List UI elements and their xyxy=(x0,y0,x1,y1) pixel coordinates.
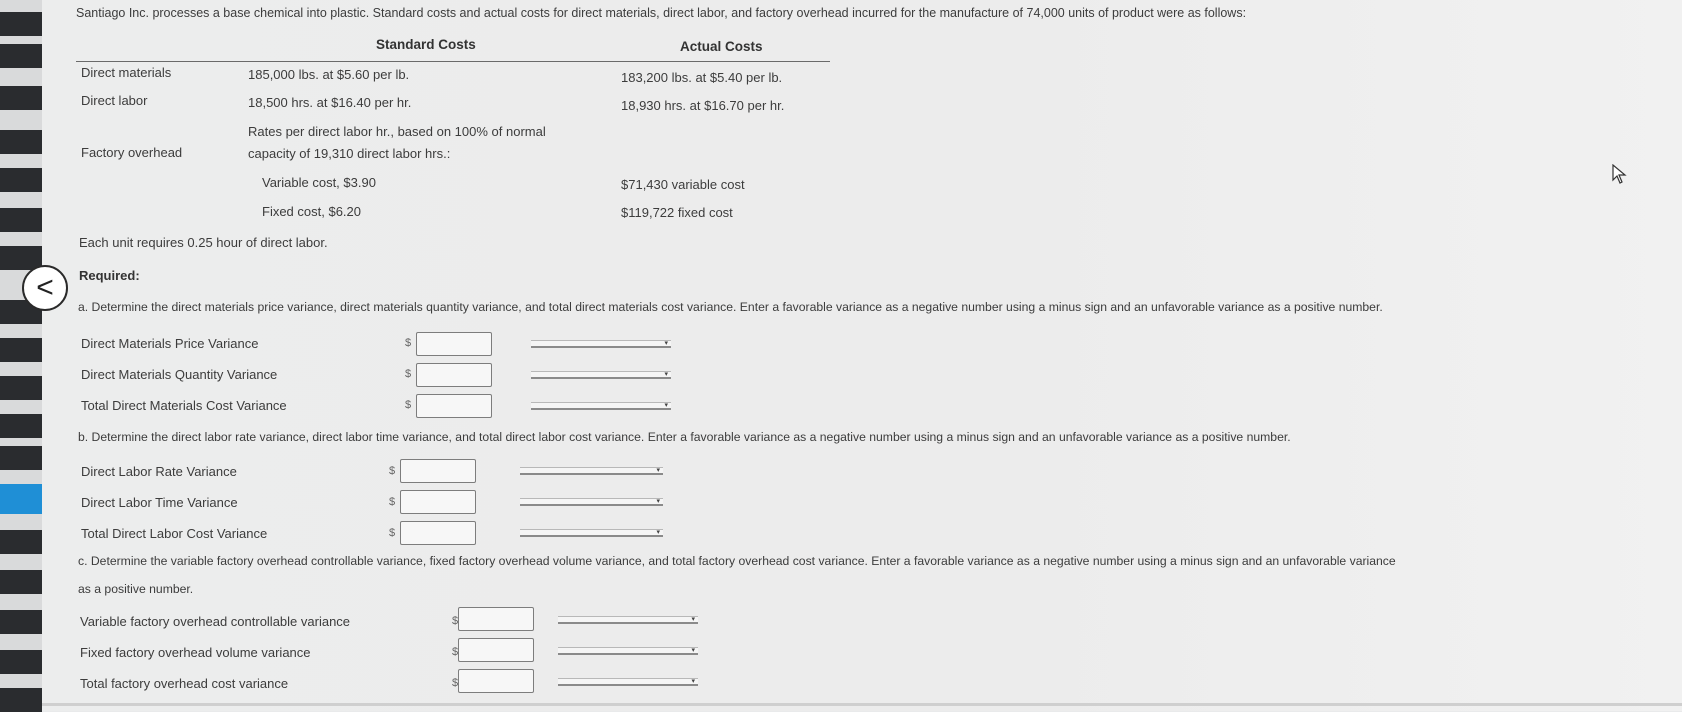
currency-symbol: $ xyxy=(452,615,459,627)
variable-cost-actual: $71,430 variable cost xyxy=(621,177,745,192)
foh-volume-variance-input[interactable] xyxy=(458,638,534,662)
dm-actual: 183,200 lbs. at $5.40 per lb. xyxy=(621,70,783,85)
dm-total-variance-input[interactable] xyxy=(416,394,492,418)
row-label-direct-labor: Direct labor xyxy=(81,93,148,108)
sidebar-bar[interactable] xyxy=(0,12,42,36)
sidebar-bar[interactable] xyxy=(0,650,42,674)
fixed-cost-actual: $119,722 fixed cost xyxy=(621,205,733,220)
sidebar-bar[interactable] xyxy=(0,414,42,438)
mouse-cursor-icon xyxy=(1612,164,1628,184)
sidebar-bar[interactable] xyxy=(0,688,42,712)
part-c-prompt-line-1: c. Determine the variable factory overhead controllable variance, fixed factory overhead volume variance, and total factory overhead cost variance. Enter a favorable variance as a negative number using a minus sign and an unfavorable variance xyxy=(78,554,1396,568)
chevron-down-icon: ▾ xyxy=(664,371,668,378)
dl-total-variance-label: Total Direct Labor Cost Variance xyxy=(81,526,268,541)
dl-actual: 18,930 hrs. at $16.70 per hr. xyxy=(621,98,785,113)
unit-note: Each unit requires 0.25 hour of direct labor. xyxy=(79,235,328,250)
row-label-direct-materials: Direct materials xyxy=(81,65,172,80)
chevron-down-icon: ▾ xyxy=(664,402,668,409)
row-label-factory-overhead: Factory overhead xyxy=(81,145,183,160)
currency-symbol: $ xyxy=(389,465,396,477)
sidebar-bar[interactable] xyxy=(0,570,42,594)
foh-total-variance-label: Total factory overhead cost variance xyxy=(80,676,289,691)
currency-symbol: $ xyxy=(405,337,412,349)
back-button[interactable] xyxy=(22,265,68,311)
fixed-cost-standard: Fixed cost, $6.20 xyxy=(262,204,361,219)
sidebar-bar[interactable] xyxy=(0,208,42,232)
sidebar-bar[interactable] xyxy=(0,86,42,110)
dl-rate-variance-label: Direct Labor Rate Variance xyxy=(81,464,237,479)
dm-total-variance-select[interactable] xyxy=(531,402,671,410)
chevron-down-icon: ▾ xyxy=(664,340,668,347)
dl-total-variance-select[interactable] xyxy=(520,529,663,537)
dm-price-variance-input[interactable] xyxy=(416,332,492,356)
chevron-left-icon: < xyxy=(36,271,54,304)
dm-standard: 185,000 lbs. at $5.60 per lb. xyxy=(248,67,410,82)
dl-standard: 18,500 hrs. at $16.40 per hr. xyxy=(248,95,412,110)
currency-symbol: $ xyxy=(452,646,459,658)
problem-intro: Santiago Inc. processes a base chemical into plastic. Standard costs and actual costs for direct materials, direct labor, and factory overhead incurred for the manufacture of 74,000 units of product were as follows: xyxy=(76,6,1247,20)
currency-symbol: $ xyxy=(452,677,459,689)
currency-symbol: $ xyxy=(405,399,412,411)
sidebar-bar[interactable] xyxy=(0,338,42,362)
part-c-prompt-line-2: as a positive number. xyxy=(78,582,194,596)
chevron-down-icon: ▾ xyxy=(656,498,660,505)
dm-quantity-variance-select[interactable] xyxy=(531,371,671,379)
sidebar-bar[interactable] xyxy=(0,130,42,154)
chevron-down-icon: ▾ xyxy=(691,616,695,623)
currency-symbol: $ xyxy=(389,496,396,508)
dm-price-variance-label: Direct Materials Price Variance xyxy=(81,336,259,351)
required-heading: Required: xyxy=(79,268,140,283)
dm-quantity-variance-input[interactable] xyxy=(416,363,492,387)
foh-total-variance-select[interactable] xyxy=(558,678,698,686)
dm-total-variance-label: Total Direct Materials Cost Variance xyxy=(81,398,287,413)
foh-volume-variance-select[interactable] xyxy=(558,647,698,655)
bottom-divider xyxy=(42,703,1682,706)
dl-total-variance-input[interactable] xyxy=(400,521,476,545)
part-a-prompt: a. Determine the direct materials price variance, direct materials quantity variance, and total direct materials cost variance. Enter a favorable variance as a negative number using a minus sign and an unfavorable variance as a positive number. xyxy=(78,300,1383,314)
sidebar-bar[interactable] xyxy=(0,44,42,68)
variable-cost-standard: Variable cost, $3.90 xyxy=(262,175,376,190)
foh-total-variance-input[interactable] xyxy=(458,669,534,693)
voh-controllable-variance-label: Variable factory overhead controllable variance xyxy=(80,614,351,629)
sidebar-bar[interactable] xyxy=(0,446,42,470)
currency-symbol: $ xyxy=(405,368,412,380)
sidebar-bar[interactable] xyxy=(0,376,42,400)
sidebar-bar-active[interactable] xyxy=(0,484,42,514)
dl-rate-variance-select[interactable] xyxy=(520,467,663,475)
col-header-standard: Standard Costs xyxy=(376,37,476,52)
sidebar-strip xyxy=(0,0,42,711)
foh-note-line-1: Rates per direct labor hr., based on 100% of normal xyxy=(248,124,546,139)
foh-note-line-2: capacity of 19,310 direct labor hrs.: xyxy=(248,146,451,161)
chevron-down-icon: ▾ xyxy=(656,529,660,536)
col-header-actual: Actual Costs xyxy=(680,39,763,54)
voh-controllable-variance-select[interactable] xyxy=(558,616,698,624)
dl-time-variance-select[interactable] xyxy=(520,498,663,506)
dm-price-variance-select[interactable] xyxy=(531,340,671,348)
sidebar-bar[interactable] xyxy=(0,168,42,192)
currency-symbol: $ xyxy=(389,527,396,539)
dl-time-variance-input[interactable] xyxy=(400,490,476,514)
chevron-down-icon: ▾ xyxy=(691,678,695,685)
dm-quantity-variance-label: Direct Materials Quantity Variance xyxy=(81,367,278,382)
part-b-prompt: b. Determine the direct labor rate variance, direct labor time variance, and total direct labor cost variance. Enter a favorable variance as a negative number using a minus sign and an unfavorable variance as a positive number. xyxy=(78,430,1291,444)
table-header-rule xyxy=(76,61,830,62)
chevron-down-icon: ▾ xyxy=(656,467,660,474)
foh-volume-variance-label: Fixed factory overhead volume variance xyxy=(80,645,311,660)
dl-rate-variance-input[interactable] xyxy=(400,459,476,483)
voh-controllable-variance-input[interactable] xyxy=(458,607,534,631)
chevron-down-icon: ▾ xyxy=(691,647,695,654)
sidebar-bar[interactable] xyxy=(0,530,42,554)
sidebar-bar[interactable] xyxy=(0,610,42,634)
dl-time-variance-label: Direct Labor Time Variance xyxy=(81,495,238,510)
